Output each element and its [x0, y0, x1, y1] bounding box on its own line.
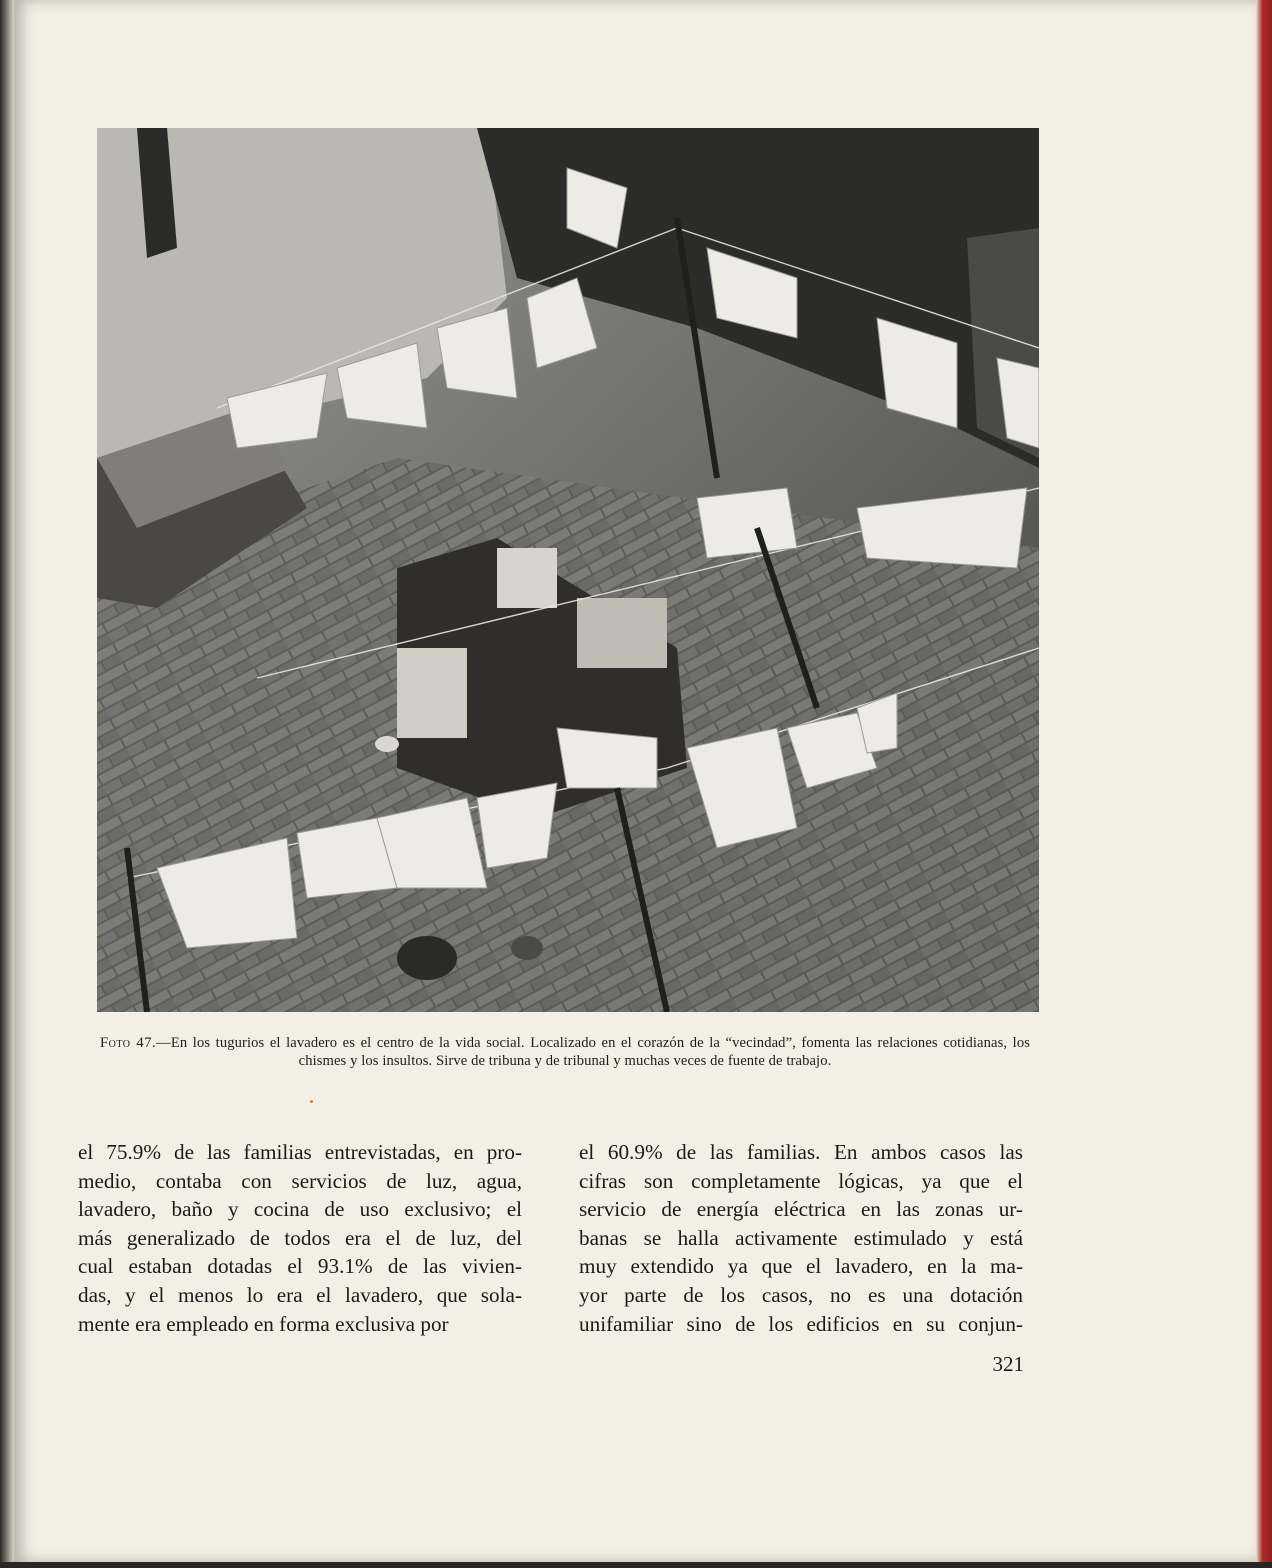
photo-illustration [97, 128, 1039, 1012]
book-edge-bottom [0, 1562, 1272, 1568]
body-line: más generalizado de todos era el de luz, del [78, 1225, 522, 1250]
body-line: lavadero, baño y cocina de uso exclusivo; el [78, 1197, 522, 1222]
photo-caption [100, 1034, 1030, 1070]
body-column-right [579, 1138, 1023, 1338]
body-line: unifamiliar sino de los edificios en su conjun- [579, 1311, 1023, 1336]
caption-lead: Foto 47. [100, 1035, 157, 1051]
body-line: yor parte de los casos, no es una dotación [579, 1282, 1023, 1307]
body-line: mente era empleado en forma exclusiva por [78, 1311, 449, 1336]
body-line: servicio de energía eléctrica en las zonas ur- [579, 1197, 1023, 1222]
book-gutter-edge [0, 0, 14, 1568]
book-page [14, 0, 1256, 1562]
body-line: medio, contaba con servicios de luz, agua, [78, 1168, 522, 1193]
body-line: el 75.9% de las familias entrevistadas, en pro- [78, 1140, 522, 1164]
body-line: das, y el menos lo era el lavadero, que sola- [78, 1282, 522, 1307]
body-line: cual estaban dotadas el 93.1% de las vivien- [78, 1254, 522, 1279]
paper-speck [310, 1100, 313, 1103]
page-number: 321 [992, 1352, 1024, 1376]
body-column-left [78, 1138, 522, 1338]
book-edge-right [1256, 0, 1272, 1568]
body-line: el 60.9% de las familias. En ambos casos las [579, 1140, 1023, 1164]
body-line: muy extendido ya que el lavadero, en la ma- [579, 1254, 1023, 1279]
body-line: banas se halla activamente estimulado y está [579, 1225, 1023, 1250]
laundry-courtyard-photo [97, 128, 1039, 1012]
body-line: cifras son completamente lógicas, ya que el [579, 1168, 1023, 1193]
caption-text: —En los tugurios el lavadero es el centro de la vida social. Localizado en el corazón de la “vecindad”, fomenta las relaciones cotidianas, los chismes y los insultos. Sirve de tribuna y de tribunal y muchas veces de fuente de trabajo. [156, 1035, 1030, 1069]
